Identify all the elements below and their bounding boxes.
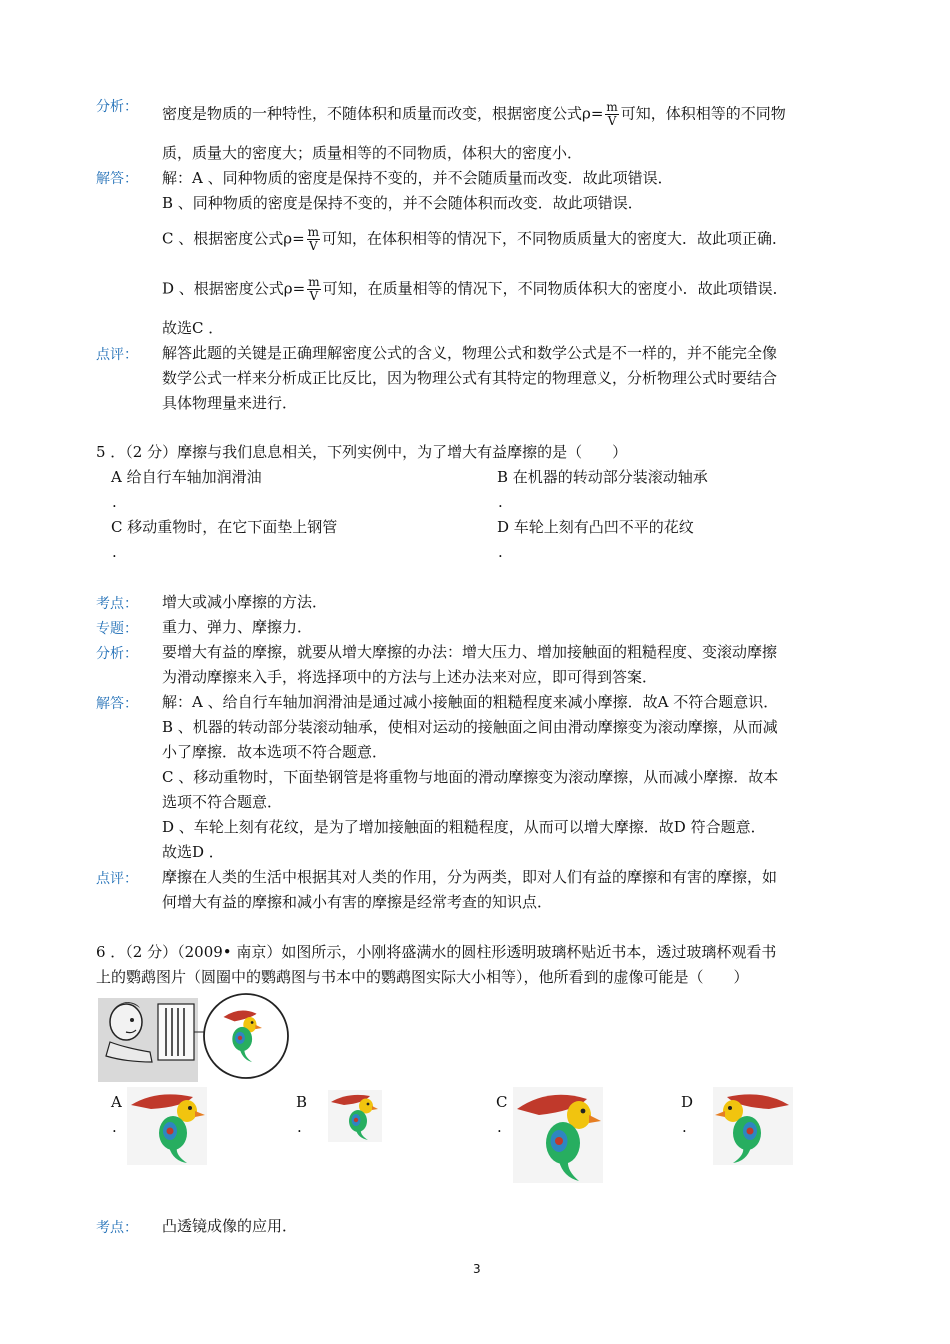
density-fraction: $\frac{m}{V}$ xyxy=(308,275,320,303)
page-number: 3 xyxy=(473,1262,481,1276)
question-6-option-b-label: B xyxy=(296,1093,308,1111)
question-6-option-a-image xyxy=(127,1087,207,1165)
analysis-q5-line1: 要增大有益的摩擦，就要从增大摩擦的办法：增大压力、增加接触面的粗糙程度、变滚动摩擦 xyxy=(162,643,778,661)
answer-q5-b2: 小了摩擦．故本选项不符合题意． xyxy=(162,743,388,761)
question-6-option-d-image xyxy=(713,1087,793,1165)
question-6-option-a-label: A xyxy=(111,1093,122,1111)
option-dot: . xyxy=(112,493,117,511)
question-5-option-a: A 给自行车轴加润滑油 xyxy=(111,468,262,486)
question-6-option-b-image xyxy=(328,1090,382,1142)
option-dot: . xyxy=(297,1118,302,1136)
topic-label-q6: 考点： xyxy=(96,1220,138,1236)
option-dot: . xyxy=(112,1118,117,1136)
option-dot: . xyxy=(112,543,117,561)
comment-q4-line3: 具体物理量来进行． xyxy=(162,394,298,412)
answer-q5-a: 解：A 、给自行车轴加润滑油是通过减小接触面的粗糙程度来减小摩擦．故A 不符合题意识． xyxy=(162,693,779,711)
analysis-q4-line1-pre: 密度是物质的一种特性，不随体积和质量而改变，根据密度公式ρ= xyxy=(162,104,604,123)
answer-q5-b1: B 、机器的转动部分装滚动轴承，使相对运动的接触面之间由滑动摩擦变为滚动摩擦，从而减 xyxy=(162,718,778,736)
question-6-stem-line2: 上的鹦鹉图片（圆圈中的鹦鹉图与书本中的鹦鹉图实际大小相等），他所看到的虚像可能是（ ） xyxy=(96,968,749,986)
option-dot: . xyxy=(498,543,503,561)
answer-q5-c1: C 、移动重物时，下面垫钢管是将重物与地面的滑动摩擦变为滚动摩擦，从而减小摩擦．故本 xyxy=(162,768,779,786)
topic-q6: 凸透镜成像的应用． xyxy=(162,1217,298,1235)
density-fraction: $\frac{m}{V}$ xyxy=(307,225,320,253)
question-6-option-c-image xyxy=(513,1087,603,1183)
density-fraction: $\frac{m}{V}$ xyxy=(606,100,618,128)
comment-q4-line2: 数学公式一样来分析成正比反比，因为物理公式有其特定的物理意义，分析物理公式时要结合 xyxy=(162,369,778,387)
question-6-option-d-label: D xyxy=(681,1093,694,1111)
answer-q4-b: B 、同种物质的密度是保持不变的，并不会随体积而改变．故此项错误． xyxy=(162,194,643,212)
question-5-option-b: B 在机器的转动部分装滚动轴承 xyxy=(497,468,708,486)
question-6-stem-line1: 6 ．（2 分）（2009• 南京）如图所示，小刚将盛满水的圆柱形透明玻璃杯贴近书本，透过玻璃杯观看书 xyxy=(96,943,777,961)
question-5-option-d: D 车轮上刻有凸凹不平的花纹 xyxy=(497,518,694,536)
answer-q4-a: 解：A 、同种物质的密度是保持不变的，并不会随质量而改变．故此项错误． xyxy=(162,169,673,187)
question-5-option-c: C 移动重物时，在它下面垫上钢管 xyxy=(111,518,338,536)
question-6-option-c-label: C xyxy=(496,1093,508,1111)
option-dot: . xyxy=(497,1118,502,1136)
answer-q5-d: D 、车轮上刻有花纹，是为了增加接触面的粗糙程度，从而可以增大摩擦．故D 符合题意． xyxy=(162,818,766,836)
answer-label-q4: 解答： xyxy=(96,171,138,187)
option-dot: . xyxy=(682,1118,687,1136)
topic-q5: 增大或减小摩擦的方法． xyxy=(162,593,328,611)
comment-q5-line1: 摩擦在人类的生活中根据其对人类的作用，分为两类，即对人们有益的摩擦和有害的摩擦，如 xyxy=(162,868,778,886)
comment-label-q4: 点评： xyxy=(96,347,138,363)
special-q5: 重力、弹力、摩擦力． xyxy=(162,618,313,636)
answer-q5-c2: 选项不符合题意． xyxy=(162,793,283,811)
analysis-q4-line1-post: 可知，体积相等的不同物 xyxy=(620,104,786,123)
comment-label-q5: 点评： xyxy=(96,871,138,887)
question-5-stem: 5 ．（2 分）摩擦与我们息息相关，下列实例中，为了增大有益摩擦的是（ ） xyxy=(96,443,628,461)
comment-q4-line1: 解答此题的关键是正确理解密度公式的含义，物理公式和数学公式是不一样的，并不能完全像 xyxy=(162,344,778,362)
question-6-illustration xyxy=(96,992,292,1084)
analysis-q4-line1 xyxy=(162,101,786,128)
answer-q4-choice: 故选C ． xyxy=(162,319,224,337)
topic-label-q5: 考点： xyxy=(96,596,138,612)
analysis-label-q4: 分析： xyxy=(96,99,138,115)
answer-q4-d: D 、根据密度公式ρ= $\frac{m}{V}$ 可知，在质量相等的情况下，不同物质体积大的密度小．故此项错误． xyxy=(162,275,788,303)
answer-q4-c: C 、根据密度公式ρ= $\frac{m}{V}$ 可知，在体积相等的情况下，不同物质质量大的密度大．故此项正确． xyxy=(162,225,788,253)
comment-q5-line2: 何增大有益的摩擦和减小有害的摩擦是经常考查的知识点． xyxy=(162,893,553,911)
answer-q5-choice: 故选D ． xyxy=(162,843,224,861)
analysis-label-q5: 分析： xyxy=(96,646,138,662)
analysis-q4-line2: 质，质量大的密度大；质量相等的不同物质，体积大的密度小． xyxy=(162,144,583,162)
special-label-q5: 专题： xyxy=(96,621,138,637)
analysis-q5-line2: 为滑动摩擦来入手，将选择项中的方法与上述办法来对应，即可得到答案． xyxy=(162,668,658,686)
option-dot: . xyxy=(498,493,503,511)
answer-label-q5: 解答： xyxy=(96,696,138,712)
